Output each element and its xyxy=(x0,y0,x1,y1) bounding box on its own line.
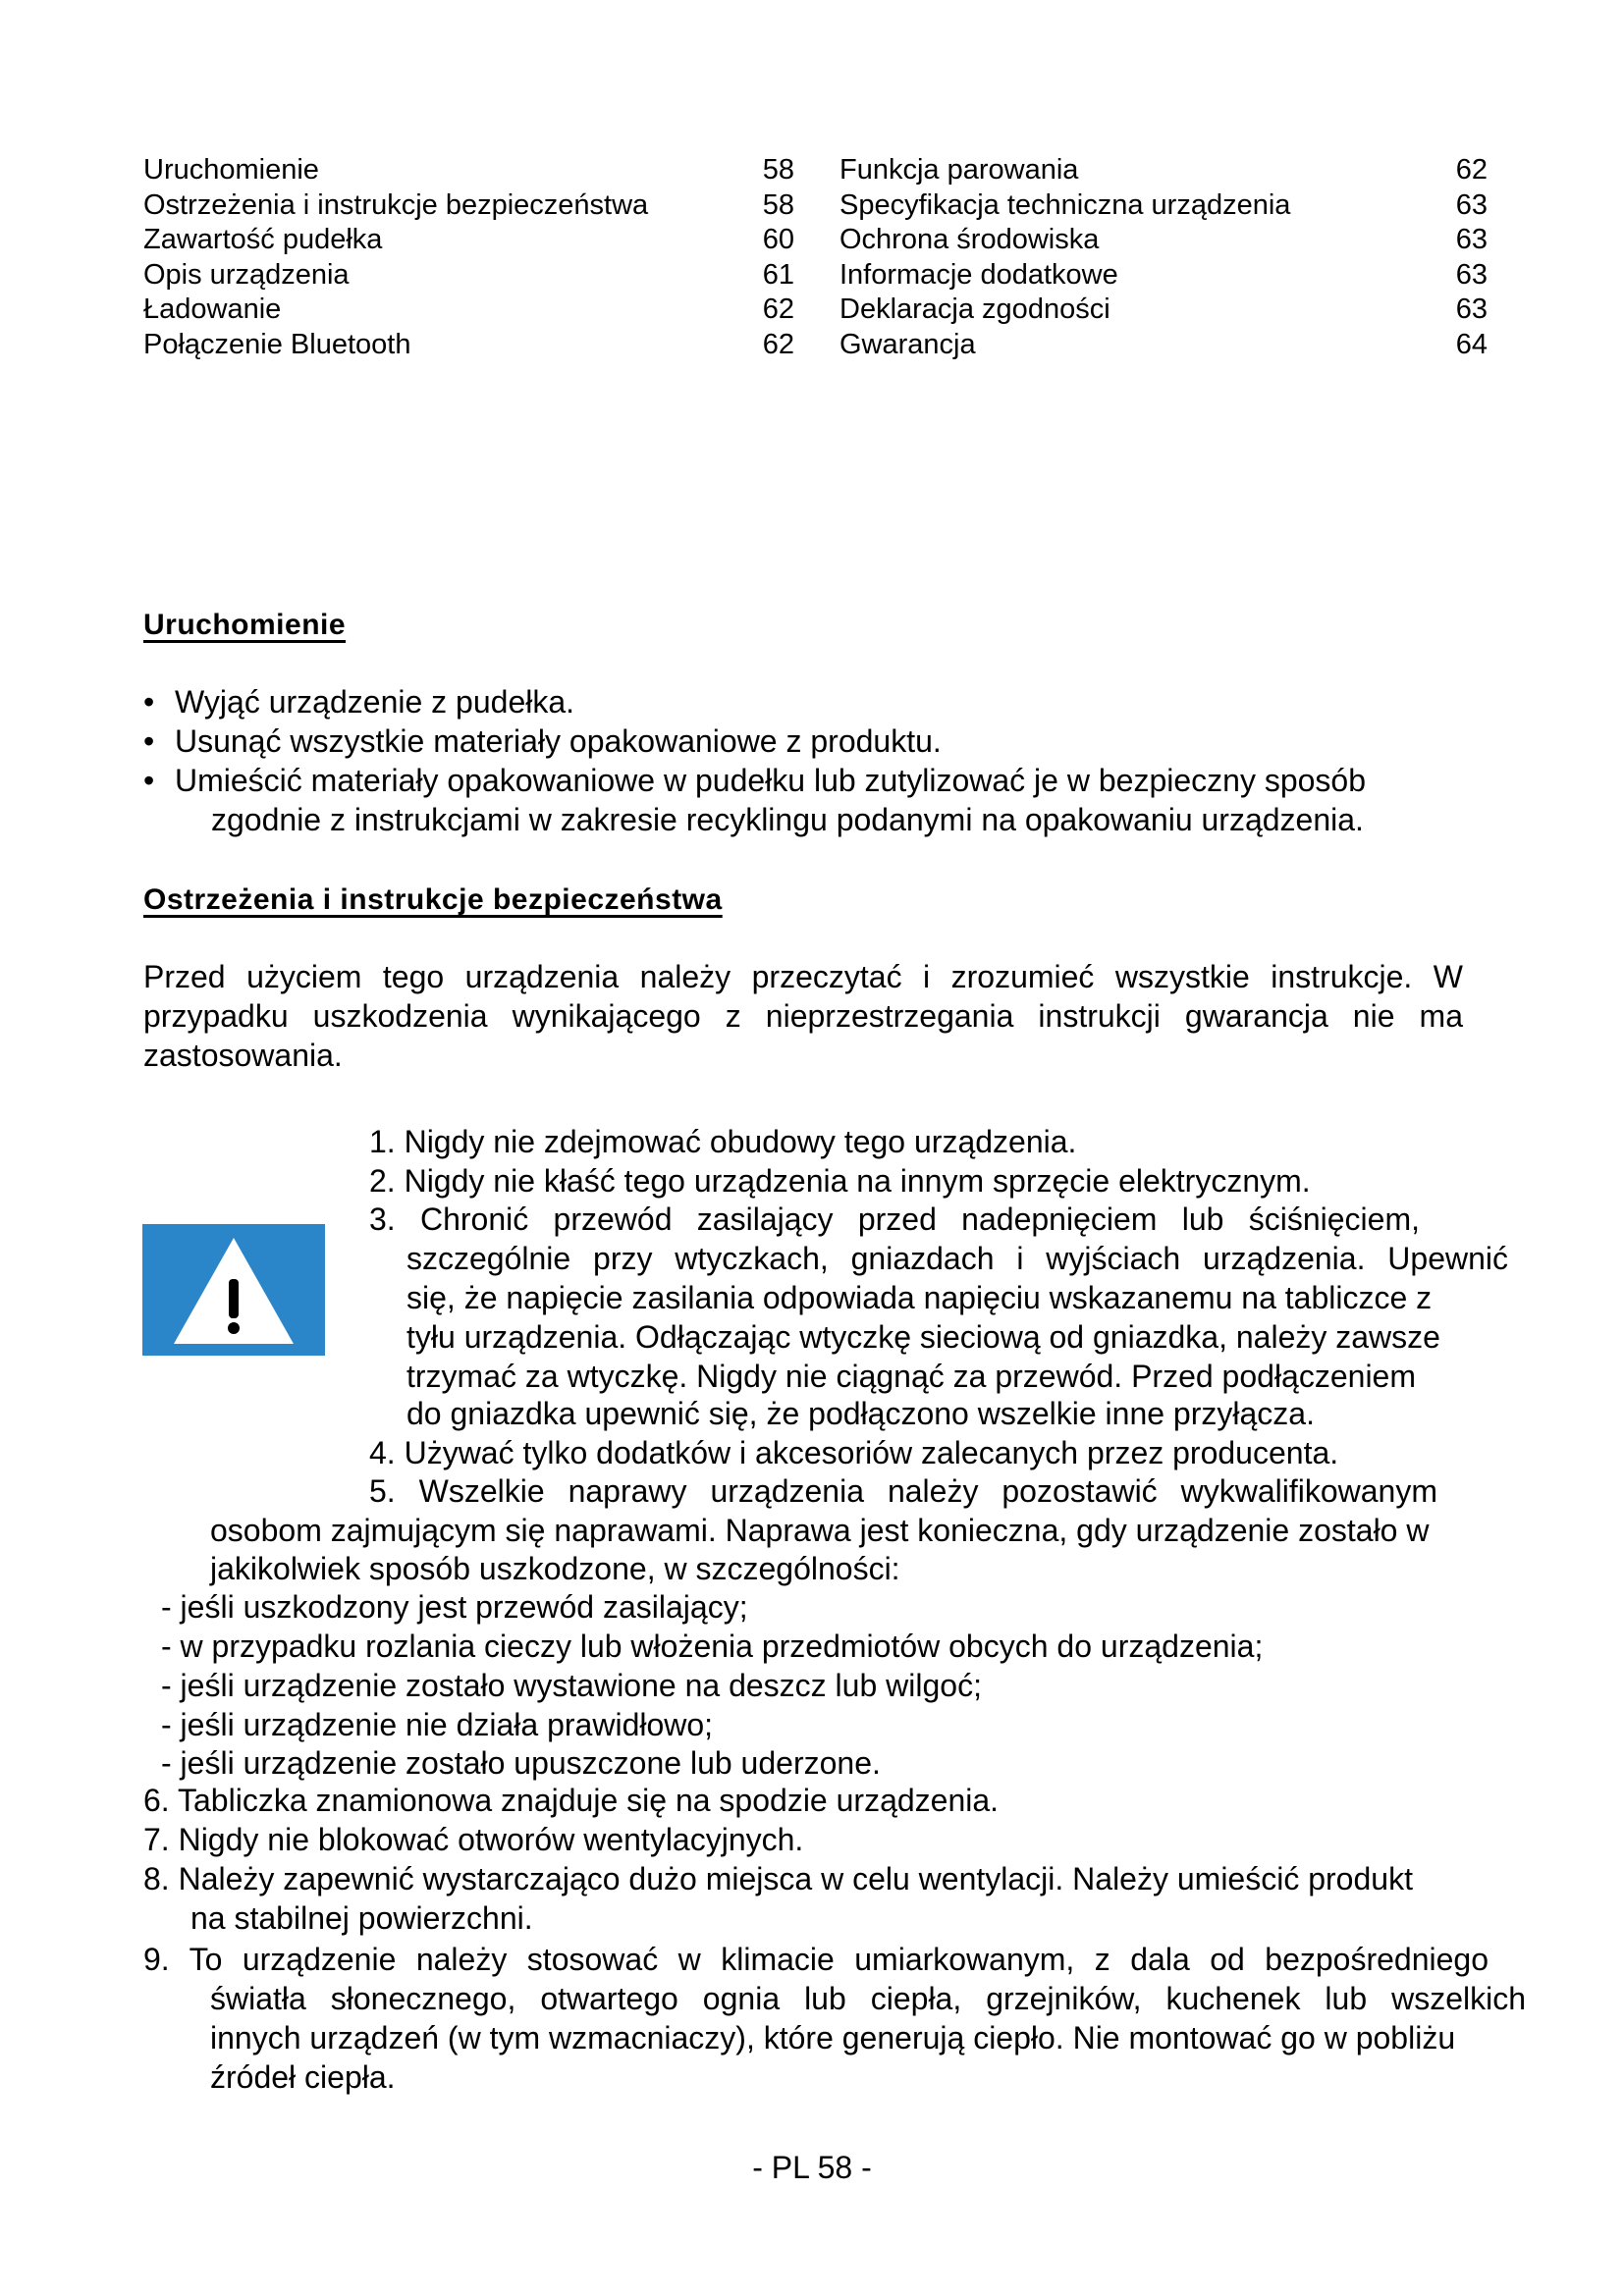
bullet-text: Wyjąć urządzenie z pudełka. xyxy=(175,684,575,720)
toc-entry-page: 58 xyxy=(762,188,794,221)
list-item xyxy=(143,721,1538,761)
bullet-symbol: • xyxy=(143,684,155,720)
toc-entry[interactable] xyxy=(143,153,794,188)
toc-entry[interactable] xyxy=(143,223,794,258)
bullet-symbol: • xyxy=(143,763,155,798)
list-item xyxy=(143,682,1538,721)
toc-entry-page: 62 xyxy=(762,294,794,325)
toc-entry-title: Deklaracja zgodności xyxy=(839,294,1110,325)
toc-entry[interactable] xyxy=(143,293,794,328)
toc-entry-title: Uruchomienie xyxy=(143,154,319,186)
safety-item-5: 5. Wszelkie naprawy urządzenia należy pozostawić wykwalifikowanym xyxy=(369,1473,1437,1509)
toc-entry-page: 62 xyxy=(762,328,794,360)
toc-entry-title: Ostrzeżenia i instrukcje bezpieczeństwa xyxy=(143,188,649,221)
toc-entry[interactable] xyxy=(143,328,794,363)
safety-item-9-line: źródeł ciepła. xyxy=(210,2059,396,2095)
list-item xyxy=(143,761,1538,800)
safety-item-8-line: na stabilnej powierzchni. xyxy=(190,1900,533,1936)
toc-entry-page: 62 xyxy=(1455,154,1488,186)
safety-item-3: 3. Chronić przewód zasilający przed nadepnięciem lub ściśnięciem, xyxy=(369,1201,1420,1237)
safety-subitem: - jeśli urządzenie zostało upuszczone lub uderzone. xyxy=(161,1745,881,1781)
safety-item-9-line: innych urządzeń (w tym wzmacniaczy), które generują ciepło. Nie montować go w pobliżu xyxy=(210,2020,1456,2056)
toc-entry-title: Opis urządzenia xyxy=(143,258,350,291)
toc-entry[interactable] xyxy=(839,293,1488,328)
toc-entry[interactable] xyxy=(143,258,794,294)
safety-intro-paragraph: Przed użyciem tego urządzenia należy przeczytać i zrozumieć wszystkie instrukcje. W przypadku uszkodzenia wynikającego z nieprzestrzegania instrukcji gwarancja nie ma zastosowania. xyxy=(143,959,1463,1073)
warning-icon xyxy=(142,1224,325,1356)
toc-entry[interactable] xyxy=(143,188,794,224)
toc-entry[interactable] xyxy=(839,153,1488,188)
toc-entry-title: Połączenie Bluetooth xyxy=(143,328,411,360)
safety-item-5-line: jakikolwiek sposób uszkodzone, w szczególności: xyxy=(210,1551,900,1586)
bullet-text: Usunąć wszystkie materiały opakowaniowe z produktu. xyxy=(175,723,942,759)
toc-entry[interactable] xyxy=(839,188,1488,224)
toc-entry[interactable] xyxy=(839,328,1488,363)
page-number: - PL 58 - xyxy=(752,2150,872,2185)
safety-item-6: 6. Tabliczka znamionowa znajduje się na spodzie urządzenia. xyxy=(143,1783,1000,1818)
toc-entry-title: Ochrona środowiska xyxy=(839,224,1100,255)
startup-bullet-list xyxy=(143,682,1538,839)
toc-right-column xyxy=(839,153,1488,362)
toc-entry-page: 58 xyxy=(762,154,794,186)
safety-item-3-line: do gniazdka upewnić się, że podłączono wszelkie inne przyłącza. xyxy=(406,1396,1315,1431)
section-heading-uruchomienie: Uruchomienie xyxy=(143,609,347,641)
toc-entry-page: 64 xyxy=(1455,328,1488,360)
safety-subitem: - jeśli urządzenie zostało wystawione na deszcz lub wilgoć; xyxy=(161,1668,982,1703)
safety-subitem: - jeśli urządzenie nie działa prawidłowo; xyxy=(161,1707,714,1742)
safety-item-5-line: osobom zajmującym się naprawami. Naprawa jest konieczna, gdy urządzenie zostało w xyxy=(210,1513,1430,1548)
safety-item-3-line: szczególnie przy wtyczkach, gniazdach i wyjściach urządzenia. Upewnić xyxy=(406,1241,1508,1276)
toc-entry-title: Specyfikacja techniczna urządzenia xyxy=(839,188,1291,221)
safety-item-9-line: światła słonecznego, otwartego ognia lub ciepła, grzejników, kuchenek lub wszelkich xyxy=(210,1981,1526,2016)
toc-left-column xyxy=(143,153,794,362)
safety-subitem: - w przypadku rozlania cieczy lub włożenia przedmiotów obcych do urządzenia; xyxy=(161,1629,1264,1664)
toc-entry-title: Zawartość pudełka xyxy=(143,224,383,255)
safety-item-3-line: tyłu urządzenia. Odłączając wtyczkę sieciową od gniazdka, należy zawsze xyxy=(406,1319,1440,1355)
toc-entry[interactable] xyxy=(839,223,1488,258)
safety-item-7: 7. Nigdy nie blokować otworów wentylacyjnych. xyxy=(143,1822,804,1857)
toc-entry-title: Ładowanie xyxy=(143,294,282,325)
safety-item-4: 4. Używać tylko dodatków i akcesoriów zalecanych przez producenta. xyxy=(369,1435,1339,1470)
toc-entry-page: 60 xyxy=(762,224,794,255)
safety-item-8: 8. Należy zapewnić wystarczająco dużo miejsca w celu wentylacji. Należy umieścić produkt xyxy=(143,1861,1413,1896)
bullet-text: Umieścić materiały opakowaniowe w pudełku lub zutylizować je w bezpieczny sposób xyxy=(175,763,1367,798)
safety-item-1: 1. Nigdy nie zdejmować obudowy tego urządzenia. xyxy=(369,1124,1077,1159)
bullet-symbol: • xyxy=(143,723,155,759)
toc-entry-title: Informacje dodatkowe xyxy=(839,258,1118,291)
toc-entry-title: Gwarancja xyxy=(839,328,976,360)
safety-item-2: 2. Nigdy nie kłaść tego urządzenia na innym sprzęcie elektrycznym. xyxy=(369,1163,1311,1199)
toc-entry[interactable] xyxy=(839,258,1488,294)
list-item-continuation: zgodnie z instrukcjami w zakresie recyklingu podanymi na opakowaniu urządzenia. xyxy=(211,802,1364,837)
safety-item-3-line: się, że napięcie zasilania odpowiada napięciu wskazanemu na tabliczce z xyxy=(406,1280,1433,1315)
safety-item-3-line: trzymać za wtyczkę. Nigdy nie ciągnąć za przewód. Przed podłączeniem xyxy=(406,1359,1416,1394)
toc-entry-title: Funkcja parowania xyxy=(839,154,1079,186)
toc-entry-page: 61 xyxy=(762,258,794,291)
toc-entry-page: 63 xyxy=(1455,258,1488,291)
toc-entry-page: 63 xyxy=(1455,188,1488,221)
toc-entry-page: 63 xyxy=(1455,294,1488,325)
safety-subitem: - jeśli uszkodzony jest przewód zasilający; xyxy=(161,1589,748,1625)
toc-entry-page: 63 xyxy=(1455,224,1488,255)
section-heading-safety: Ostrzeżenia i instrukcje bezpieczeństwa xyxy=(143,883,723,916)
safety-item-9: 9. To urządzenie należy stosować w klimacie umiarkowanym, z dala od bezpośredniego xyxy=(143,1942,1489,1977)
